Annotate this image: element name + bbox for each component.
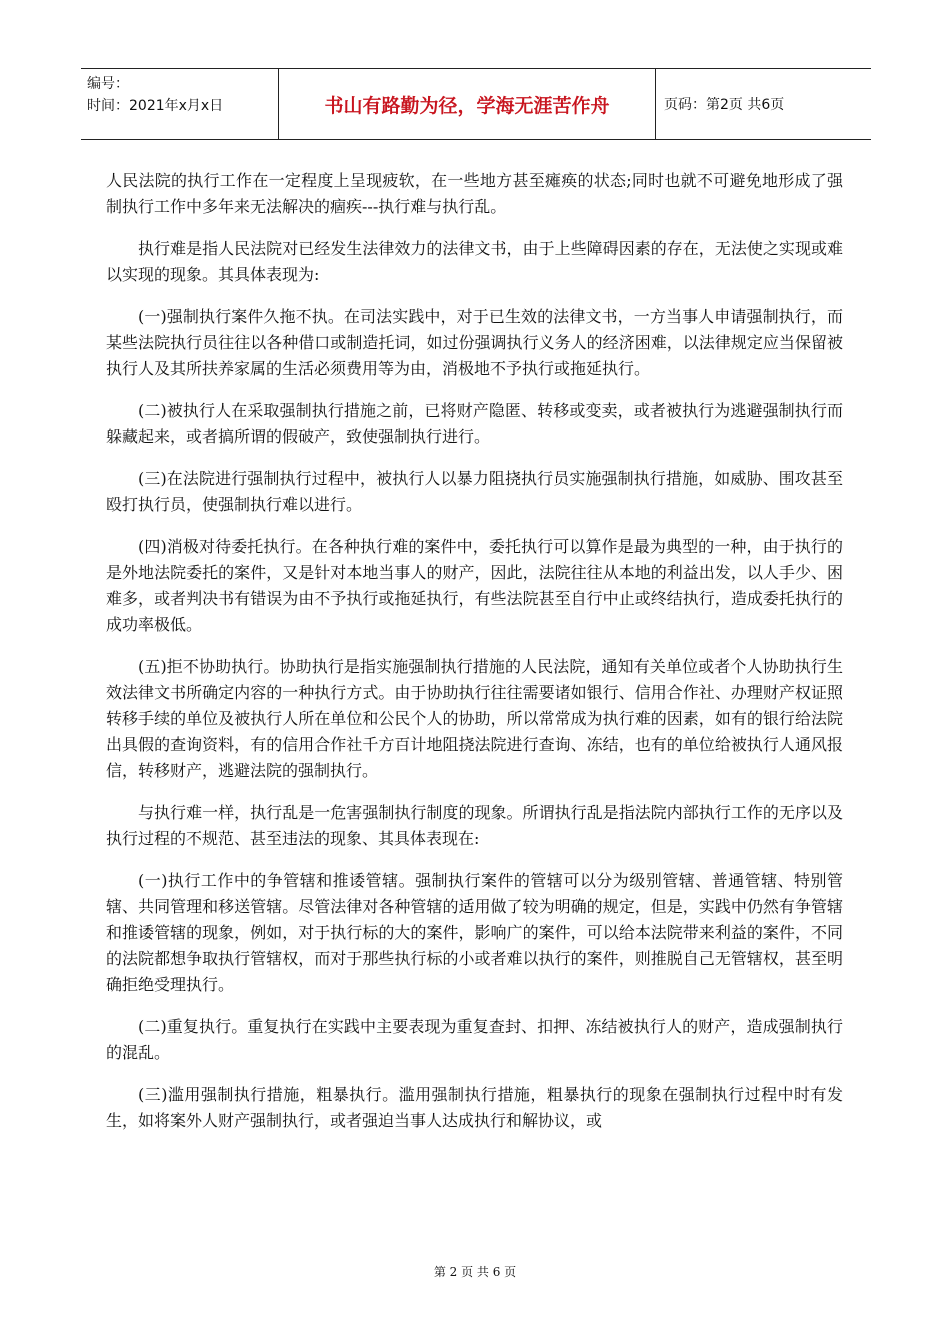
- paragraph: (三)在法院进行强制执行过程中，被执行人以暴力阻挠执行员实施强制执行措施，如威胁、围攻甚至殴打执行员，使强制执行难以进行。: [106, 469, 843, 514]
- paragraph: (二)被执行人在采取强制执行措施之前，已将财产隐匿、转移或变卖，或者被执行为逃避强制执行而躲藏起来，或者搞所谓的假破产，致使强制执行进行。: [106, 401, 843, 446]
- header-slogan: 书山有路勤为径，学海无涯苦作舟: [279, 69, 656, 139]
- header-meta: [81, 69, 279, 139]
- paragraph: (二)重复执行。重复执行在实践中主要表现为重复查封、扣押、冻结被执行人的财产，造成强制执行的混乱。: [106, 1017, 843, 1062]
- paragraph: 与执行难一样，执行乱是一危害强制执行制度的现象。所谓执行乱是指法院内部执行工作的无序以及执行过程的不规范、甚至违法的现象、其具体表现在:: [106, 803, 843, 848]
- paragraph: (五)拒不协助执行。协助执行是指实施强制执行措施的人民法院，通知有关单位或者个人协助执行生效法律文书所确定内容的一种执行方式。由于协助执行往往需要诸如银行、信用合作社、办理财产权证照转移手续的单位及被执行人所在单位和公民个人的协助，所以常常成为执行难的因素，如有的银行给法院出具假的查询资料，有的信用合作社千方百计地阻挠法院进行查询、冻结，也有的单位给被执行人通风报信，转移财产，逃避法院的强制执行。: [106, 657, 843, 780]
- header-page-info: 页码：第2页 共6页: [664, 97, 785, 113]
- page-header: [81, 68, 871, 140]
- page-footer: 第 2 页 共 6 页: [433, 1265, 517, 1279]
- paragraph: (三)滥用强制执行措施，粗暴执行。滥用强制执行措施，粗暴执行的现象在强制执行过程中时有发生，如将案外人财产强制执行，或者强迫当事人达成执行和解协议，或: [106, 1085, 843, 1130]
- document-number: 编号：: [87, 76, 129, 92]
- document-date: 时间：2021年x月x日: [87, 98, 224, 114]
- paragraph: 人民法院的执行工作在一定程度上呈现疲软，在一些地方甚至瘫痪的状态;同时也就不可避免地形成了强制执行工作中多年来无法解决的痼疾---执行难与执行乱。: [106, 171, 843, 216]
- document-body: [106, 168, 843, 1150]
- paragraph: (一)强制执行案件久拖不执。在司法实践中，对于已生效的法律文书，一方当事人申请强制执行，而某些法院执行员往往以各种借口或制造托词，如过份强调执行义务人的经济困难，以法律规定应当保留被执行人及其所扶养家属的生活必须费用等为由，消极地不予执行或拖延执行。: [106, 307, 843, 378]
- paragraph: (四)消极对待委托执行。在各种执行难的案件中，委托执行可以算作是最为典型的一种，由于执行的是外地法院委托的案件，又是针对本地当事人的财产，因此，法院往往从本地的利益出发，以人手少、困难多，或者判决书有错误为由不予执行或拖延执行，有些法院甚至自行中止或终结执行，造成委托执行的成功率极低。: [106, 537, 843, 634]
- paragraph: (一)执行工作中的争管辖和推诿管辖。强制执行案件的管辖可以分为级别管辖、普通管辖、特别管辖、共同管理和移送管辖。尽管法律对各种管辖的适用做了较为明确的规定，但是，实践中仍然有争管辖和推诿管辖的现象，例如，对于执行标的大的案件，影响广的案件，可以给本法院带来利益的案件，不同的法院都想争取执行管辖权，而对于那些执行标的小或者难以执行的案件，则推脱自己无管辖权，甚至明确拒绝受理执行。: [106, 871, 843, 994]
- paragraph: 执行难是指人民法院对已经发生法律效力的法律文书，由于上些障碍因素的存在，无法使之实现或难以实现的现象。其具体表现为:: [106, 239, 843, 284]
